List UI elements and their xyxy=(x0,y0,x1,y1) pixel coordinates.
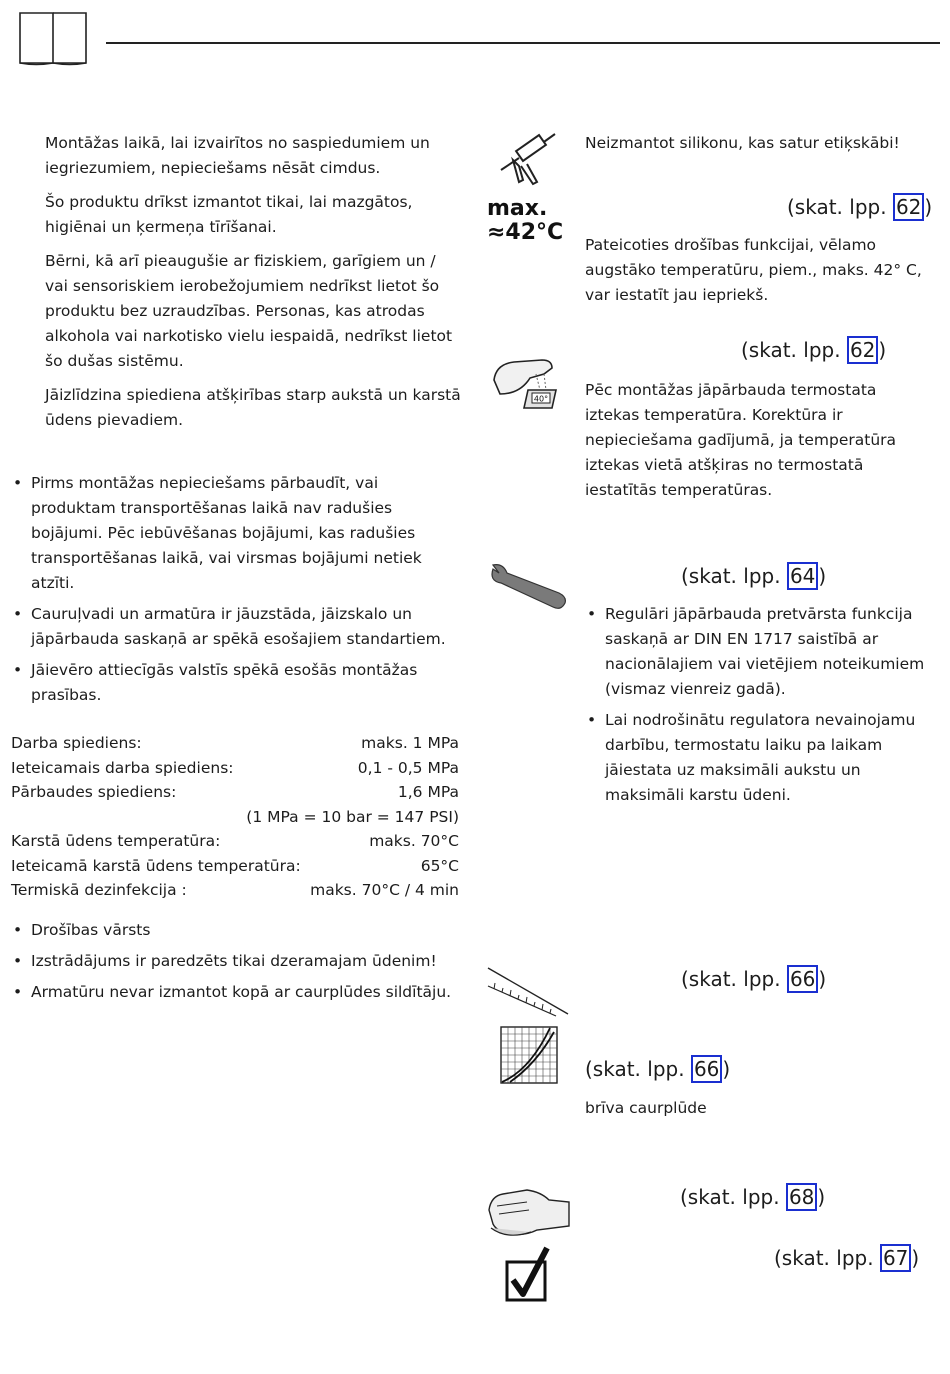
ref-suffix: ) xyxy=(817,1185,826,1209)
ref-prefix: (skat. lpp. xyxy=(741,338,847,362)
ref-prefix: (skat. lpp. xyxy=(774,1246,880,1270)
ref-prefix: (skat. lpp. xyxy=(585,1057,691,1081)
max-label: max. xyxy=(487,196,548,221)
spec-row xyxy=(11,756,459,781)
spec-value: 0,1 - 0,5 MPa xyxy=(357,758,459,777)
spec-label: Ieteicamā karstā ūdens temperatūra: xyxy=(11,856,301,875)
list-item: • Jāievēro attiecīgās valstīs spēkā esošās montāžas prasības. xyxy=(11,658,463,708)
technical-specs xyxy=(11,731,459,903)
ref-prefix: (skat. lpp. xyxy=(681,967,787,991)
free-flow-text: brīva caurplūde xyxy=(585,1099,707,1117)
list-item: • Lai nodrošinātu regulatora nevainojamu darbību, termostatu laiku pa laikam jāiestata uz maksimāli aukstu un maksimāli karstu ūdeni. xyxy=(585,708,941,808)
safety-paragraph: Šo produktu drīkst izmantot tikai, lai mazgātos, higiēnai un ķermeņa tīrīšanai. xyxy=(45,193,413,236)
safety-function-text: Pateicoties drošības funkcijai, vēlamo augstāko temperatūru, piem., maks. 42° C, var iestatīt jau iepriekš. xyxy=(585,236,922,304)
maintenance-list xyxy=(585,602,941,814)
list-item: • Izstrādājums ir paredzēts tikai dzeramajam ūdenim! xyxy=(11,949,463,974)
page-reference xyxy=(681,562,826,590)
cleaning-hand-icon xyxy=(487,1186,571,1240)
installation-list xyxy=(11,471,463,714)
ref-suffix: ) xyxy=(911,1246,920,1270)
max-temp: ≈42°C xyxy=(487,220,564,245)
list-item: • Drošības vārsts xyxy=(11,918,463,943)
checkmark-box-icon xyxy=(505,1246,551,1302)
list-item: • Armatūru nevar izmantot kopā ar caurplūdes sildītāju. xyxy=(11,980,463,1005)
spec-value: maks. 1 MPa xyxy=(361,734,459,752)
notes-list xyxy=(11,918,463,1011)
page-link[interactable]: 62 xyxy=(893,193,924,221)
spec-label: Pārbaudes spiediens: xyxy=(11,783,177,801)
page-link[interactable]: 68 xyxy=(786,1183,817,1211)
page-link[interactable]: 66 xyxy=(691,1055,722,1083)
silicone-warning: Neizmantot silikonu, kas satur etiķskābi! xyxy=(585,134,900,152)
ref-suffix: ) xyxy=(818,564,827,588)
page-link[interactable]: 64 xyxy=(787,562,818,590)
safety-paragraph: Jāizlīdzina spiediena atšķirības starp aukstā un karstā ūdens pievadiem. xyxy=(45,386,461,429)
spec-label: Termiskā dezinfekcija : xyxy=(11,881,187,899)
list-item: • Regulāri jāpārbauda pretvārsta funkcija saskaņā ar DIN EN 1717 saistībā ar nacionālajiem vai vietējiem noteikumiem (vismaz vienreiz gadā). xyxy=(585,602,941,702)
ref-suffix: ) xyxy=(924,195,933,219)
page-link[interactable]: 66 xyxy=(787,965,818,993)
spec-row xyxy=(11,878,459,903)
spec-value: 1,6 MPa xyxy=(397,783,459,801)
page-reference xyxy=(774,1244,919,1272)
thermostat-check-text: Pēc montāžas jāpārbauda termostata iztekas temperatūra. Korektūra ir nepieciešama gadījumā, ja temperatūra iztekas vietā atšķiras no termostatā iestatītās temperatūras. xyxy=(585,381,897,499)
spec-value: 65°C xyxy=(420,856,459,875)
list-item: • Cauruļvadi un armatūra ir jāuzstāda, jāizskalo un jāpārbauda saskaņā ar spēkā esošajiem standartiem. xyxy=(11,602,463,652)
ref-suffix: ) xyxy=(878,338,887,362)
spec-row xyxy=(11,731,459,756)
ref-prefix: (skat. lpp. xyxy=(680,1185,786,1209)
ref-suffix: ) xyxy=(818,967,827,991)
page-link[interactable]: 62 xyxy=(847,336,878,364)
spec-row xyxy=(11,805,459,830)
list-item: • Pirms montāžas nepieciešams pārbaudīt, vai produktam transportēšanas laikā nav radušies bojājumi. Pēc iebūvēšanas bojājumi, kas radušies transportēšanas laikā, vai virsmas bojājumi netiek atzīti. xyxy=(11,471,463,596)
spec-row xyxy=(11,854,459,879)
spec-row xyxy=(11,829,459,854)
spec-value: maks. 70°C xyxy=(369,832,459,850)
page-reference xyxy=(680,1183,825,1211)
page-reference xyxy=(741,336,886,364)
thermometer-display: 40° xyxy=(533,394,549,404)
spec-label: Darba spiediens: xyxy=(11,734,142,752)
hand-thermometer-icon xyxy=(490,350,562,412)
silicone-gun-icon xyxy=(497,130,559,192)
ref-prefix: (skat. lpp. xyxy=(787,195,893,219)
page-reference xyxy=(681,965,826,993)
page-reference xyxy=(787,193,932,221)
ruler-icon xyxy=(486,966,570,1020)
book-icon xyxy=(18,10,88,66)
ref-suffix: ) xyxy=(722,1057,731,1081)
spec-label: Karstā ūdens temperatūra: xyxy=(11,832,221,850)
spec-value: (1 MPa = 10 bar = 147 PSI) xyxy=(246,807,459,826)
spec-row xyxy=(11,780,459,805)
page-reference xyxy=(585,1055,730,1083)
page-link[interactable]: 67 xyxy=(880,1244,911,1272)
safety-paragraph: Bērni, kā arī pieaugušie ar fiziskiem, garīgiem un / vai sensoriskiem ierobežojumiem nedrīkst lietot šo produktu bez uzraudzības. Personas, kas atrodas alkohola vai narkotisko vielu iespaidā, nedrīkst lietot šo dušas sistēmu. xyxy=(45,252,453,370)
ref-prefix: (skat. lpp. xyxy=(681,564,787,588)
graph-icon xyxy=(500,1026,558,1084)
wrench-icon xyxy=(487,563,573,613)
safety-paragraph: Montāžas laikā, lai izvairītos no saspiedumiem un iegriezumiem, nepieciešams nēsāt cimdus. xyxy=(45,134,430,177)
safety-section xyxy=(45,131,463,442)
spec-label: Ieteicamais darba spiediens: xyxy=(11,758,234,777)
spec-value: maks. 70°C / 4 min xyxy=(310,881,459,899)
header-rule xyxy=(106,42,940,44)
